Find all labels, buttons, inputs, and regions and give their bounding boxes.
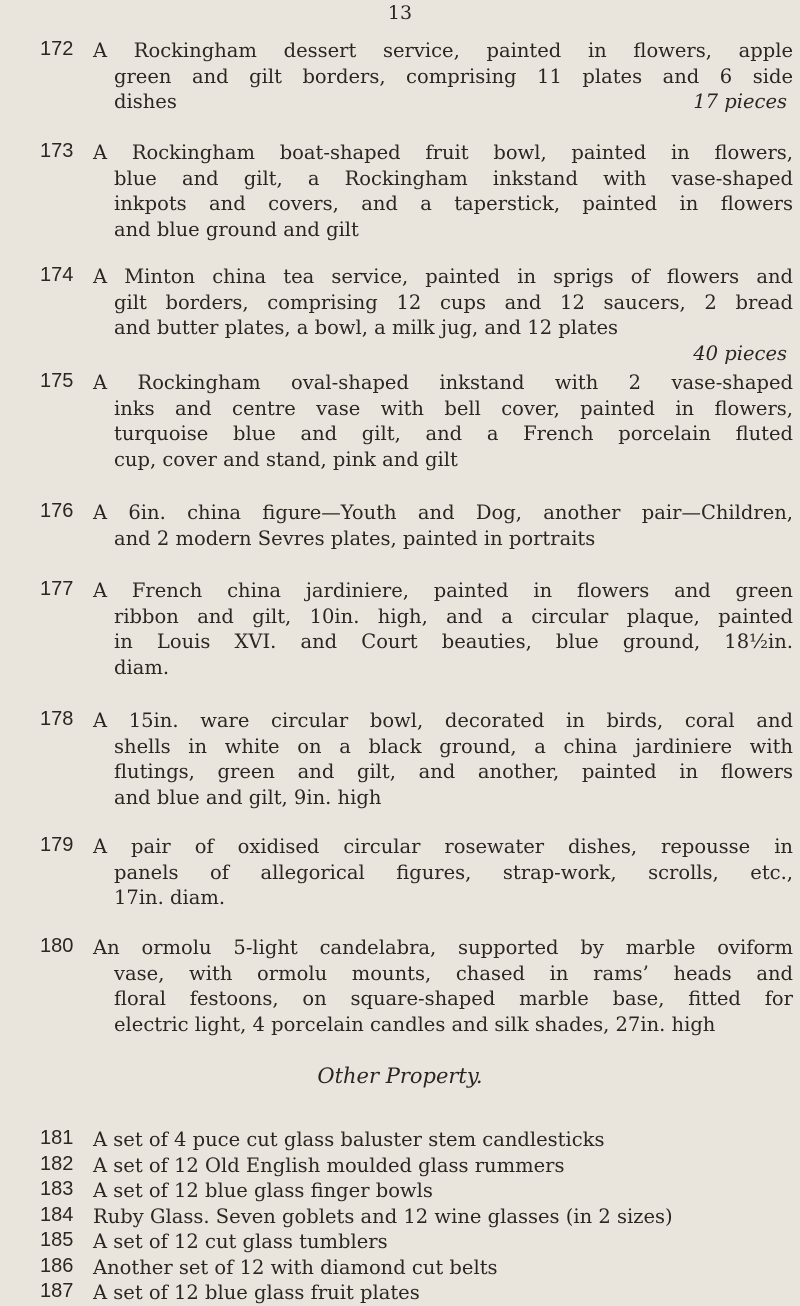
lot-description-line: electric light, 4 porcelain candles and silk shades, 27in. high (114, 1012, 716, 1036)
lot-description: A set of 12 cut glass tumblers (93, 1230, 388, 1253)
lot-description-line: floral festoons, on square-shaped marble base, fitted for (114, 987, 793, 1011)
lot-description (93, 578, 793, 680)
lot-description-line: panels of allegorical figures, strap-work, scrolls, etc., (114, 860, 793, 884)
lot-description-line: and butter plates, a bowl, a milk jug, and 12 plates (114, 316, 619, 340)
lot-number: 182 (40, 1153, 74, 1175)
lot-description: A set of 12 blue glass fruit plates (93, 1281, 420, 1304)
lot-description: Ruby Glass. Seven goblets and 12 wine glasses (in 2 sizes) (93, 1205, 673, 1228)
lot-number: 183 (40, 1178, 74, 1200)
lot-entry (0, 1204, 800, 1230)
lot-description: Another set of 12 with diamond cut belts (93, 1256, 498, 1279)
lot-description-line: dishes 17 pieces (93, 89, 793, 115)
lot-description-line: ribbon and gilt, 10in. high, and a circular plaque, painted (114, 604, 793, 628)
lot-description (93, 264, 793, 366)
lot-pieces-count: 17 pieces (693, 90, 787, 114)
lot-number: 172 (40, 38, 74, 60)
lot-description (93, 500, 793, 551)
lot-description-line: inkpots and covers, and a taperstick, painted in flowers (114, 192, 793, 216)
lot-pieces-count: 40 pieces (693, 341, 787, 365)
lot-description (93, 834, 793, 911)
lot-description-line: vase, with ormolu mounts, chased in rams’ heads and (114, 961, 793, 985)
lot-description-line: turquoise blue and gilt, and a French porcelain fluted (114, 422, 793, 446)
lot-description-line: and blue ground and gilt (114, 217, 359, 241)
lot-number: 177 (40, 578, 74, 600)
lot-entry (0, 1153, 800, 1179)
lot-number: 173 (40, 140, 74, 162)
lot-entry (0, 1255, 800, 1281)
lot-description-line: in Louis XVI. and Court beauties, blue ground, 18½in. (114, 630, 793, 654)
lot-number: 175 (40, 370, 74, 392)
lot-description-line: and 2 modern Sevres plates, painted in portraits (114, 526, 596, 550)
lot-description-line: A French china jardiniere, painted in flowers and green (93, 579, 793, 602)
lot-description-line: green and gilt borders, comprising 11 plates and 6 side (114, 64, 793, 88)
lot-number: 181 (40, 1127, 74, 1149)
lot-description-line: A Rockingham dessert service, painted in flowers, apple (93, 39, 793, 62)
lot-description-line: cup, cover and stand, pink and gilt (114, 447, 458, 471)
lot-number: 174 (40, 264, 74, 286)
lot-description-line: gilt borders, comprising 12 cups and 12 saucers, 2 bread (114, 290, 793, 314)
lot-description-line: 17in. diam. (114, 886, 226, 910)
lot-description-line: A 6in. china figure—Youth and Dog, another pair—Children, (93, 501, 793, 524)
lot-number: 187 (40, 1280, 74, 1302)
lot-number: 186 (40, 1255, 74, 1277)
lot-description: A set of 12 Old English moulded glass rummers (93, 1154, 565, 1177)
lot-description (93, 370, 793, 472)
lot-description-line: A 15in. ware circular bowl, decorated in birds, coral and (93, 709, 793, 732)
lot-description (93, 708, 793, 810)
lot-description (93, 140, 793, 242)
lot-description: A set of 12 blue glass finger bowls (93, 1179, 433, 1202)
lot-number: 184 (40, 1204, 74, 1226)
lot-description-line: diam. (114, 655, 170, 679)
section-heading: Other Property. (317, 1064, 483, 1088)
lot-entry (0, 1127, 800, 1153)
lot-entry (0, 1178, 800, 1204)
lot-description-line: inks and centre vase with bell cover, painted in flowers, (114, 396, 793, 420)
page-number: 13 (387, 2, 413, 24)
lot-entry (0, 1280, 800, 1306)
lot-number: 180 (40, 935, 74, 957)
lot-entry (0, 1229, 800, 1255)
lot-description-line: An ormolu 5-light candelabra, supported by marble oviform (93, 936, 793, 959)
lot-description-line: flutings, green and gilt, and another, painted in flowers (114, 760, 793, 784)
lot-number: 178 (40, 708, 74, 730)
lot-description-line: A Rockingham boat-shaped fruit bowl, painted in flowers, (93, 141, 793, 164)
lot-description-line: and blue and gilt, 9in. high (114, 785, 382, 809)
lot-description: A set of 4 puce cut glass baluster stem candlesticks (93, 1128, 605, 1151)
lot-number: 179 (40, 834, 74, 856)
lot-description-line: blue and gilt, a Rockingham inkstand with vase-shaped (114, 166, 793, 190)
lot-description (93, 38, 793, 115)
lot-number: 176 (40, 500, 74, 522)
lot-description-line: shells in white on a black ground, a china jardiniere with (114, 734, 793, 758)
lot-description-line: A Minton china tea service, painted in sprigs of flowers and (93, 265, 793, 288)
lot-description-line: A pair of oxidised circular rosewater dishes, repousse in (93, 835, 793, 858)
lot-description-line: A Rockingham oval-shaped inkstand with 2 vase-shaped (93, 371, 793, 394)
lot-number: 185 (40, 1229, 74, 1251)
lot-description (93, 935, 793, 1037)
